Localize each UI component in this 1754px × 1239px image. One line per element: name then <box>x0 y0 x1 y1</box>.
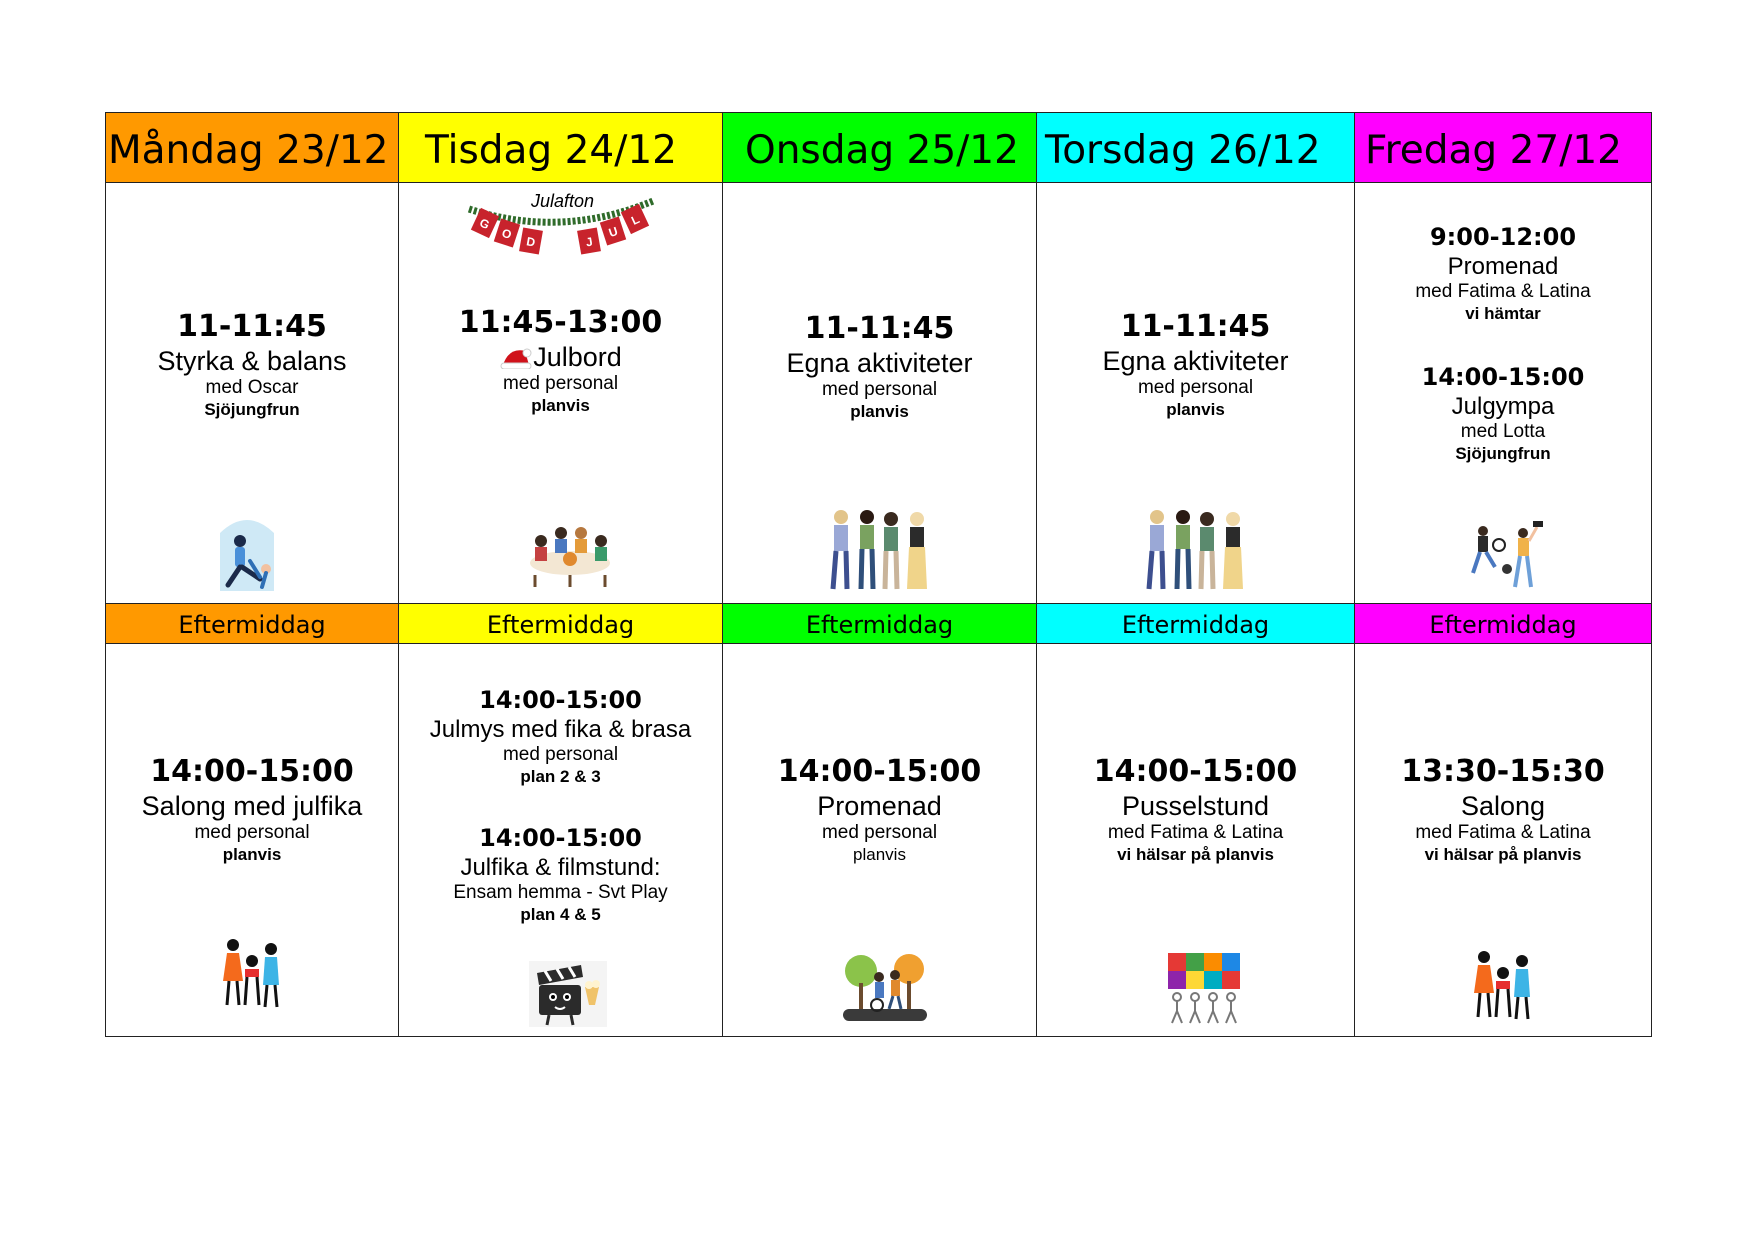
activity-host: med Fatima & Latina <box>1415 821 1591 843</box>
activity-block <box>399 826 722 924</box>
banner-caption: Julafton <box>531 191 595 211</box>
activity-time: 14:00-15:00 <box>150 754 354 789</box>
gym-icon <box>1467 517 1545 591</box>
activity-host: med Fatima & Latina <box>1415 281 1591 303</box>
morning-cell <box>723 183 1036 603</box>
day-header <box>723 113 1036 183</box>
activity-host: med Lotta <box>1460 421 1546 443</box>
afternoon-label: Eftermiddag <box>106 603 398 644</box>
activity-time: 14:00-15:00 <box>479 686 642 714</box>
exercise-stretch-icon <box>210 513 284 591</box>
activity-time: 11-11:45 <box>177 309 327 344</box>
activity-name: Promenad <box>817 790 942 821</box>
activity-name: Egna aktiviteter <box>1102 345 1289 376</box>
day-header <box>1037 113 1354 183</box>
activity-name: Salong med julfika <box>141 790 363 821</box>
activity-time: 9:00-12:00 <box>1429 223 1577 251</box>
day-column-tuesday <box>399 113 723 1036</box>
activity-time: 14:00-15:00 <box>1093 754 1298 789</box>
banner-letter: D <box>525 234 537 250</box>
activity-host: med personal <box>1137 376 1254 398</box>
banner-letter: L <box>629 212 642 228</box>
activity-place: vi hämtar <box>1465 304 1541 324</box>
puzzle-icon <box>1162 947 1246 1025</box>
salon-icon <box>1470 947 1536 1025</box>
afternoon-cell <box>106 644 398 1036</box>
activity-place: Sjöjungfrun <box>204 399 300 419</box>
day-header-label: Onsdag 25/12 <box>745 128 1019 173</box>
activity-place: planvis <box>850 401 909 421</box>
afternoon-label: Eftermiddag <box>1355 603 1651 644</box>
activity-host: med Fatima & Latina <box>1107 821 1284 843</box>
activity-place: planvis <box>222 844 282 864</box>
day-column-monday <box>106 113 399 1036</box>
day-column-friday <box>1355 113 1651 1036</box>
activity-place: plan 4 & 5 <box>520 905 601 925</box>
day-header <box>1355 113 1651 183</box>
activity-host: med personal <box>502 744 619 766</box>
activity-block <box>723 756 1036 864</box>
activity-time: 13:30-15:30 <box>1401 754 1605 789</box>
activity-time: 14:00-15:00 <box>479 824 642 852</box>
day-header-label: Torsdag 26/12 <box>1045 128 1321 173</box>
banner-letter: U <box>607 223 620 240</box>
activity-block <box>1355 225 1651 323</box>
banner-letter: G <box>477 215 492 233</box>
afternoon-cell <box>1037 644 1354 1036</box>
activity-block <box>1037 756 1354 864</box>
activity-place: Sjöjungfrun <box>1455 444 1551 464</box>
day-header-label: Måndag 23/12 <box>108 128 389 173</box>
afternoon-cell <box>723 644 1036 1036</box>
day-header-label: Tisdag 24/12 <box>425 128 677 173</box>
activity-host: med personal <box>502 372 619 394</box>
morning-cell <box>1355 183 1651 603</box>
activity-name: Julmys med fika & brasa <box>429 716 692 744</box>
activity-time: 14:00-15:00 <box>1421 363 1585 391</box>
activity-name: Egna aktiviteter <box>786 347 973 378</box>
activity-time: 11-11:45 <box>1120 309 1271 344</box>
day-header <box>399 113 722 183</box>
activity-host: med personal <box>821 378 938 400</box>
activity-name: Pusselstund <box>1121 790 1270 821</box>
group-people-icon <box>1141 507 1251 591</box>
god-jul-garland-icon <box>467 189 655 267</box>
activity-block <box>399 688 722 786</box>
morning-cell <box>399 183 722 603</box>
activity-block <box>106 756 398 864</box>
day-column-thursday <box>1037 113 1355 1036</box>
banner-letter: O <box>500 225 514 243</box>
afternoon-label: Eftermiddag <box>723 603 1036 644</box>
christmas-dinner-icon <box>521 513 619 589</box>
banner-letter: J <box>584 234 594 250</box>
activity-host: med personal <box>194 821 310 843</box>
activity-time: 11-11:45 <box>804 311 955 346</box>
movie-clapper-icon <box>525 957 611 1031</box>
morning-cell <box>1037 183 1354 603</box>
day-header <box>106 113 398 183</box>
activity-host: med personal <box>821 821 938 843</box>
afternoon-label: Eftermiddag <box>399 603 722 644</box>
activity-place: vi hälsar på planvis <box>1424 844 1582 864</box>
day-column-wednesday <box>723 113 1037 1036</box>
activity-host: Ensam hemma - Svt Play <box>453 882 668 904</box>
activity-place: plan 2 & 3 <box>520 767 601 787</box>
activity-block <box>106 311 398 419</box>
activity-time: 11:45-13:00 <box>458 305 663 340</box>
activity-name: Promenad <box>1447 253 1559 281</box>
activity-name: Salong <box>1460 790 1546 821</box>
afternoon-cell <box>1355 644 1651 1036</box>
activity-name: Styrka & balans <box>157 345 347 376</box>
activity-time: 14:00-15:00 <box>777 754 982 789</box>
activity-name: Julfika & filmstund: <box>460 854 661 882</box>
afternoon-cell <box>399 644 722 1036</box>
activity-block <box>723 313 1036 421</box>
activity-place: planvis <box>1166 399 1225 419</box>
activity-name: Julbord <box>533 341 622 372</box>
walk-park-icon <box>843 949 927 1023</box>
activity-host: med Oscar <box>205 376 299 398</box>
activity-place: planvis <box>531 395 590 415</box>
activity-block <box>399 307 722 415</box>
salon-icon <box>219 935 285 1013</box>
activity-place: planvis <box>853 844 906 864</box>
afternoon-label: Eftermiddag <box>1037 603 1354 644</box>
morning-cell <box>106 183 398 603</box>
activity-block <box>1355 756 1651 864</box>
activity-name: Julgympa <box>1451 393 1555 421</box>
activity-block <box>1037 311 1354 419</box>
weekly-schedule-table <box>105 112 1652 1037</box>
activity-block <box>1355 365 1651 463</box>
santa-hat-icon <box>499 345 533 369</box>
day-header-label: Fredag 27/12 <box>1365 128 1622 173</box>
group-people-icon <box>825 507 935 591</box>
activity-place: vi hälsar på planvis <box>1117 844 1274 864</box>
